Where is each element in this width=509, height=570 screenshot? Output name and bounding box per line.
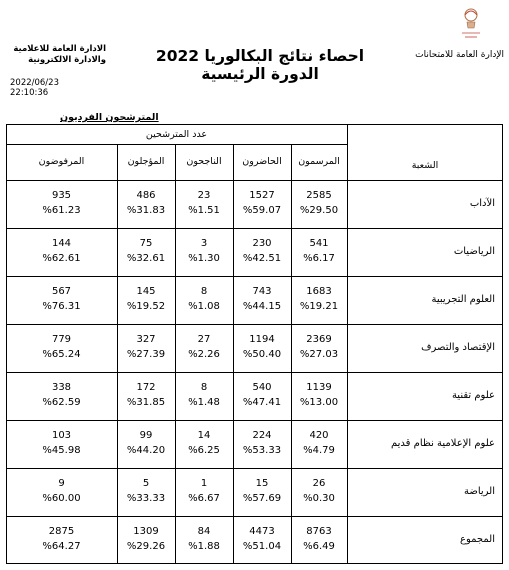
cell-percent: %62.59 (42, 397, 81, 408)
header-left-block (6, 44, 106, 66)
ministry-emblem-icon (458, 6, 484, 42)
cell-percent: %6.49 (303, 541, 335, 552)
cell-count: 567 (51, 285, 72, 297)
cell-percent: %6.17 (303, 253, 335, 264)
cell-percent: %47.41 (242, 397, 282, 408)
row-branch-name: العلوم التجريبية (431, 294, 495, 305)
cell-count: 2585 (306, 189, 332, 201)
cell-percent: %57.69 (242, 493, 282, 504)
header-right-block (412, 6, 504, 66)
cell-percent: %32.61 (126, 253, 166, 264)
branch-column-divider (347, 124, 348, 564)
cell-count: 5 (142, 477, 150, 489)
cell-count: 3 (200, 237, 208, 249)
cell-count: 935 (51, 189, 72, 201)
cell-count: 84 (197, 525, 211, 537)
column-header: الناجحون (186, 156, 222, 167)
cell-count: 1 (200, 477, 208, 489)
cell-count: 779 (51, 333, 72, 345)
cell-percent: %1.48 (188, 397, 220, 408)
table-subtitle: المترشحون الفرديون (60, 112, 159, 123)
cell-percent: %44.20 (126, 445, 166, 456)
row-divider (6, 324, 503, 325)
cell-count: 743 (252, 285, 272, 297)
row-branch-name: علوم تقنية (451, 390, 495, 401)
cell-percent: %53.33 (242, 445, 282, 456)
row-branch-name: الرياضيات (453, 246, 495, 257)
cell-percent: %64.27 (42, 541, 81, 552)
column-header: الحاضرون (242, 156, 282, 167)
cell-count: 1194 (249, 333, 275, 345)
row-branch-name: المجموع (460, 534, 495, 545)
cell-percent: %65.24 (42, 349, 81, 360)
cell-count: 1309 (133, 525, 159, 537)
cell-percent: %2.26 (188, 349, 220, 360)
cell-percent: %1.88 (188, 541, 220, 552)
cell-count: 26 (312, 477, 326, 489)
cell-count: 338 (51, 381, 72, 393)
cell-percent: %0.30 (303, 493, 335, 504)
table-border-bottom (6, 563, 503, 564)
results-table (6, 124, 503, 564)
cell-percent: %51.04 (242, 541, 282, 552)
cell-percent: %60.00 (42, 493, 81, 504)
row-branch-name: الآداب (469, 198, 495, 209)
cell-count: 230 (252, 237, 272, 249)
cell-count: 145 (136, 285, 156, 297)
column-header: المرسمون (298, 156, 340, 167)
cell-count: 15 (255, 477, 269, 489)
cell-percent: %27.39 (126, 349, 166, 360)
row-branch-name: علوم الإعلامية نظام قديم (390, 438, 495, 449)
branch-header: الشعبة (411, 160, 439, 171)
cell-percent: %59.07 (242, 205, 282, 216)
cell-percent: %42.51 (242, 253, 282, 264)
cell-count: 420 (309, 429, 329, 441)
cell-count: 327 (136, 333, 156, 345)
cell-count: 99 (139, 429, 153, 441)
cell-count: 2875 (48, 525, 75, 537)
cell-percent: %6.67 (188, 493, 220, 504)
group-header-divider (6, 144, 347, 145)
cell-count: 486 (136, 189, 156, 201)
cell-count: 144 (51, 237, 72, 249)
cell-count: 14 (197, 429, 211, 441)
header-left-line2: والادارة الالكترونية (28, 55, 106, 65)
cell-count: 8763 (306, 525, 332, 537)
cell-count: 4473 (249, 525, 275, 537)
cell-percent: %19.52 (126, 301, 166, 312)
title-line2: الدورة الرئيسية (201, 65, 319, 83)
print-date: 2022/06/23 (10, 78, 59, 88)
cell-percent: %29.26 (126, 541, 166, 552)
cell-percent: %33.33 (126, 493, 166, 504)
table-border-top (6, 124, 503, 125)
cell-percent: %76.31 (42, 301, 81, 312)
cell-percent: %1.08 (188, 301, 220, 312)
cell-count: 103 (51, 429, 72, 441)
title-line1: احصاء نتائج البكالوريا 2022 (155, 47, 365, 65)
column-header: المرفوضون (38, 156, 85, 167)
table-border-right (502, 124, 503, 564)
cell-percent: %1.51 (188, 205, 220, 216)
header-right-caption: الإدارة العامة للامتحانات (415, 50, 504, 60)
row-divider (6, 420, 503, 421)
cell-count: 1139 (306, 381, 332, 393)
cell-count: 8 (200, 285, 208, 297)
cell-count: 8 (200, 381, 208, 393)
cell-percent: %62.61 (42, 253, 81, 264)
header-left-line1: الادارة العامة للاعلامية (13, 44, 106, 54)
row-divider (6, 516, 503, 517)
cell-percent: %44.15 (242, 301, 282, 312)
cell-count: 541 (309, 237, 329, 249)
row-divider (6, 276, 503, 277)
cell-count: 75 (139, 237, 153, 249)
cell-percent: %13.00 (299, 397, 339, 408)
cell-percent: %61.23 (42, 205, 81, 216)
row-divider (6, 228, 503, 229)
cell-percent: %19.21 (299, 301, 339, 312)
cell-percent: %31.83 (126, 205, 166, 216)
row-branch-name: الإقتصاد والتصرف (421, 342, 495, 353)
cell-count: 27 (197, 333, 211, 345)
cell-percent: %1.30 (188, 253, 220, 264)
cell-count: 540 (252, 381, 272, 393)
cell-count: 224 (252, 429, 272, 441)
cell-count: 2369 (306, 333, 332, 345)
cell-count: 1683 (306, 285, 332, 297)
column-header: المؤجلون (127, 156, 165, 167)
cell-percent: %29.50 (299, 205, 339, 216)
cell-percent: %31.85 (126, 397, 166, 408)
cell-count: 172 (136, 381, 156, 393)
group-header: عدد المترشحين (145, 129, 208, 140)
cell-count: 1527 (249, 189, 275, 201)
cell-percent: %27.03 (299, 349, 339, 360)
row-divider (6, 468, 503, 469)
row-divider (6, 372, 503, 373)
row-branch-name: الرياضة (463, 486, 495, 497)
page-title (110, 47, 410, 83)
cell-percent: %6.25 (188, 445, 220, 456)
cell-percent: %45.98 (42, 445, 81, 456)
print-time: 22:10:36 (10, 88, 49, 98)
cell-percent: %4.79 (303, 445, 335, 456)
cell-percent: %50.40 (242, 349, 282, 360)
cell-count: 9 (58, 477, 65, 489)
cell-count: 23 (197, 189, 211, 201)
print-timestamp (10, 78, 59, 98)
